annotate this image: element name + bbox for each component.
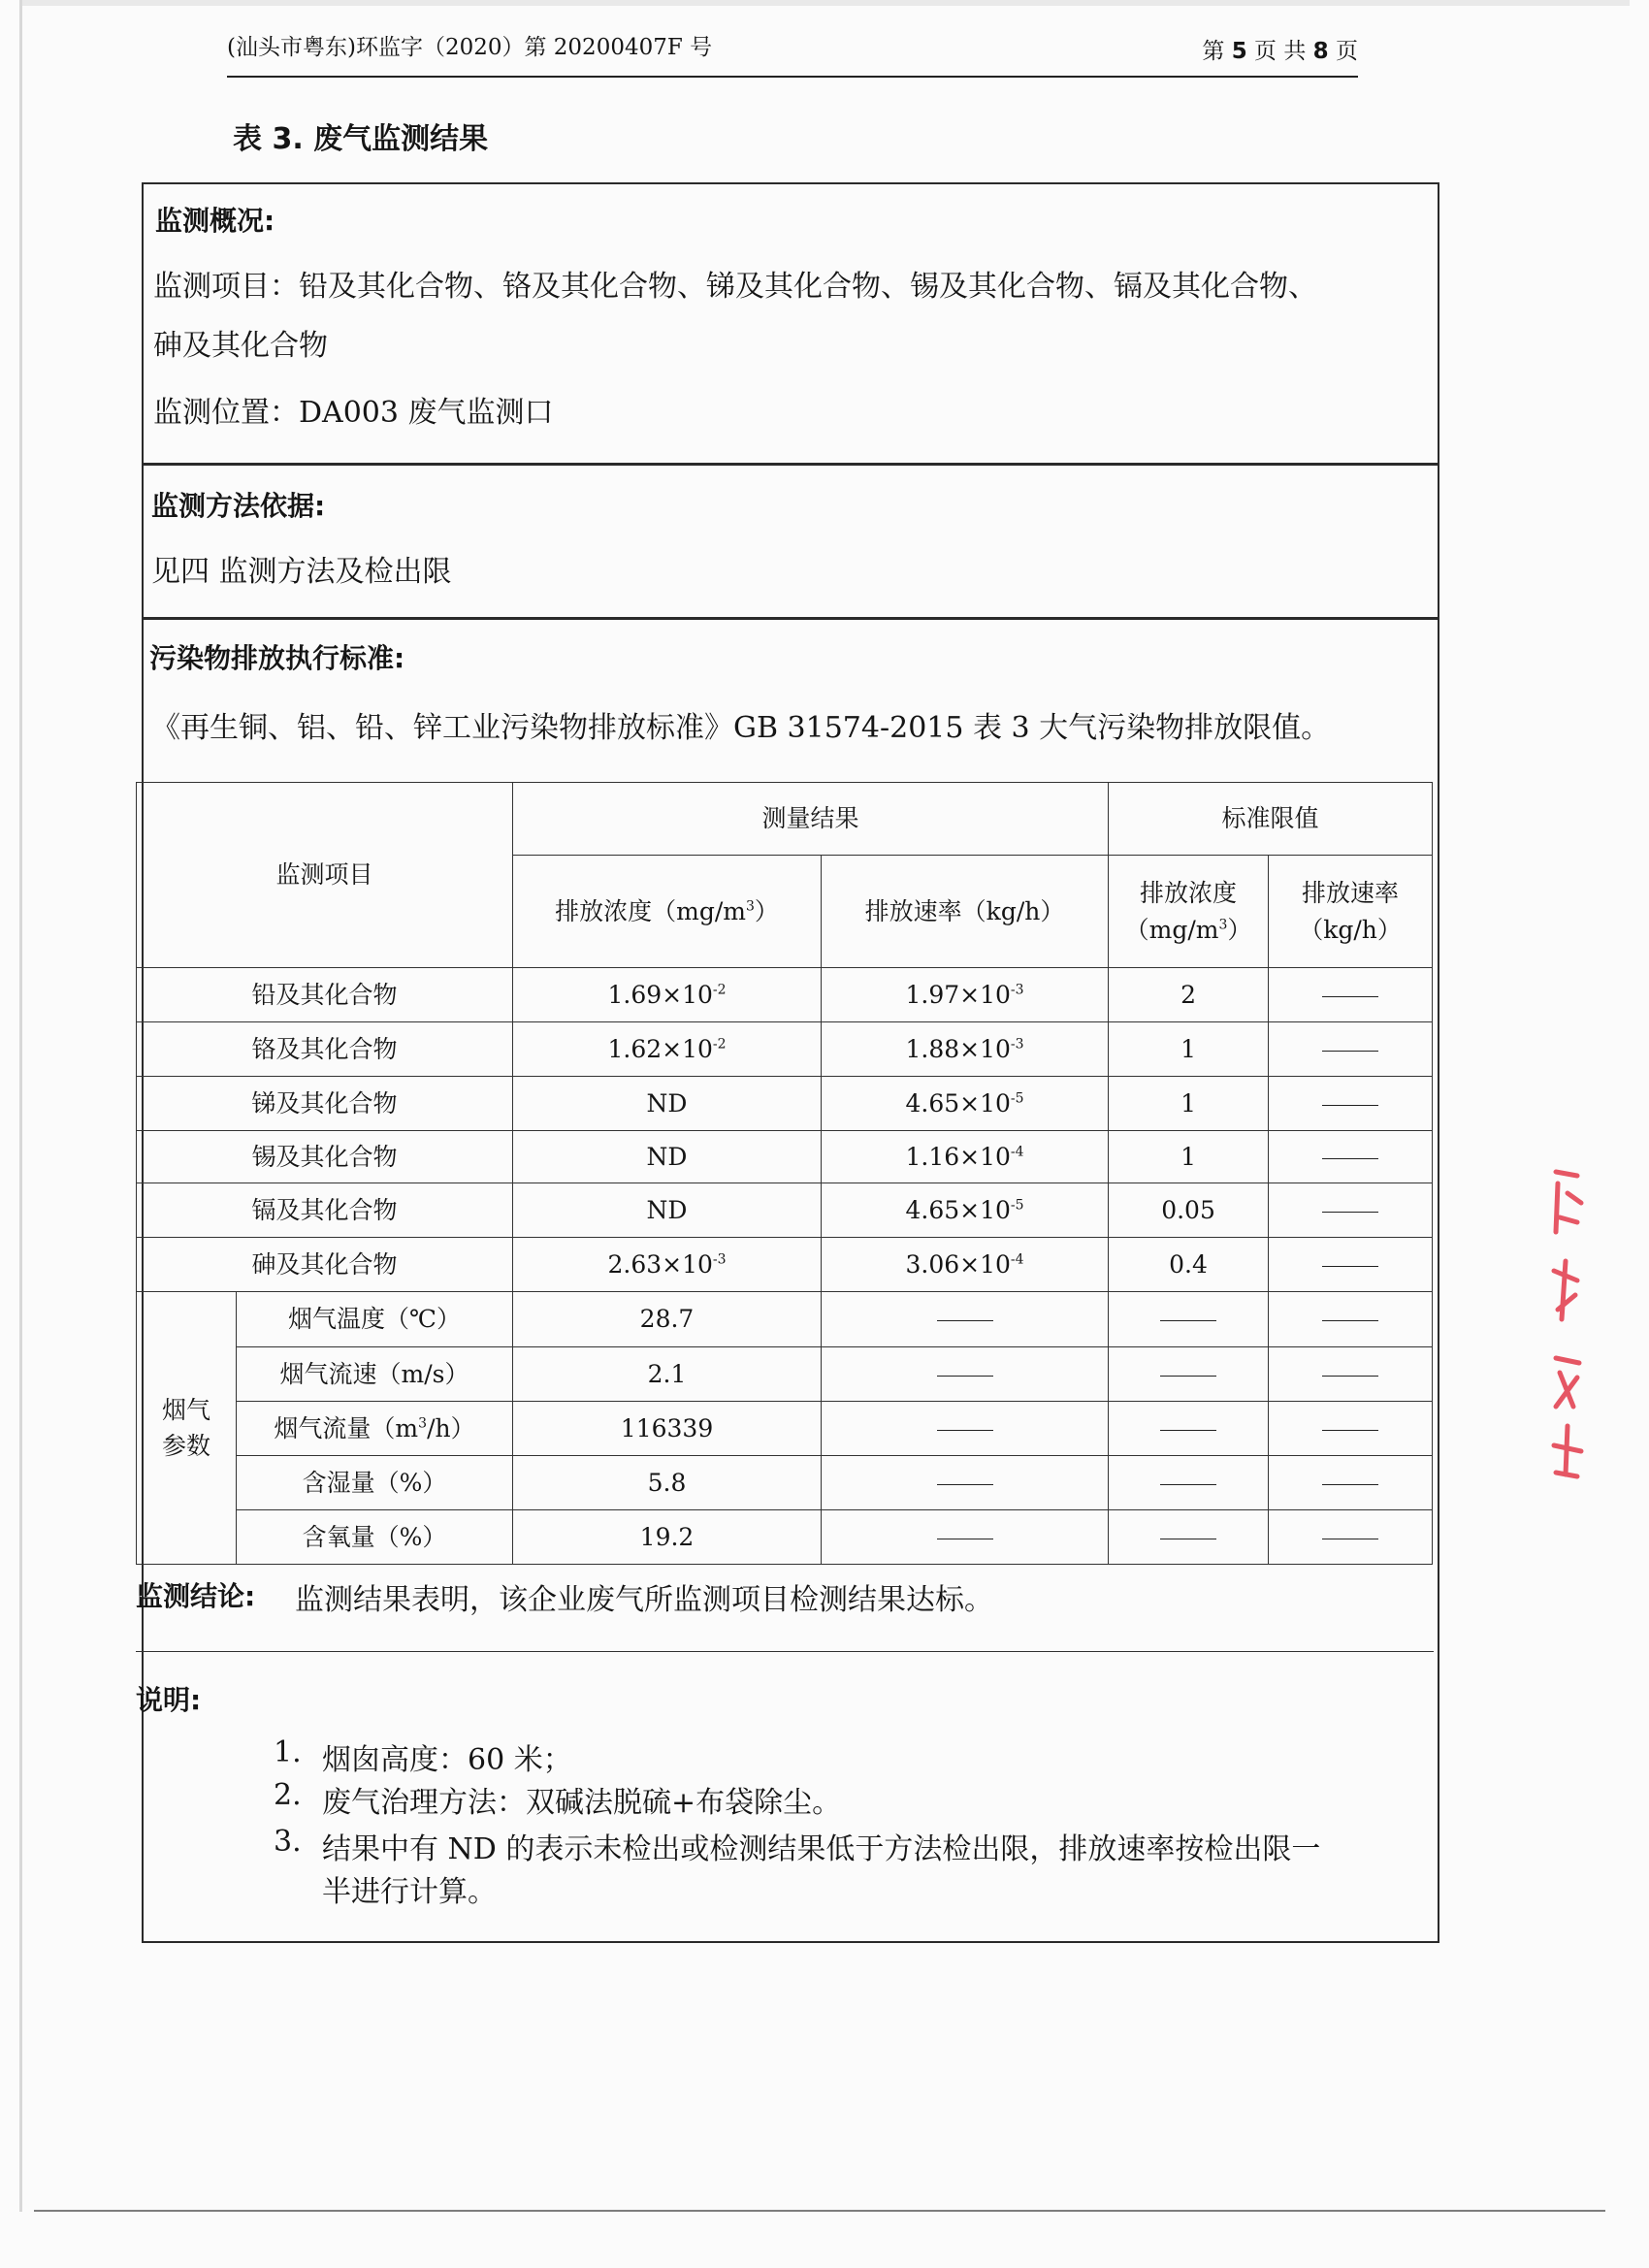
standard-text: 《再生铜、铝、铅、锌工业污染物排放标准》GB 31574-2015 表 3 大气污染物排放限值。 xyxy=(151,711,1331,745)
method-section xyxy=(142,464,1439,619)
conclusion-text: 监测结果表明，该企业废气所监测项目检测结果达标。 xyxy=(295,1583,993,1617)
table-title: 表 3. 废气监测结果 xyxy=(233,122,489,156)
emission-results-table xyxy=(136,782,1433,1565)
table-row: 烟气 参数 烟气温度（℃） 28.7 xyxy=(137,1292,1433,1347)
column-header-rate: 排放速率（kg/h） xyxy=(822,856,1109,968)
monitoring-items: 监测项目：铅及其化合物、铬及其化合物、锑及其化合物、锡及其化合物、镉及其化合物、 xyxy=(153,270,1317,304)
note-text: 烟囱高度：60 米； xyxy=(322,1743,572,1777)
divider xyxy=(136,1651,1434,1652)
notes-heading: 说明: xyxy=(136,1684,202,1716)
note-number: 3. xyxy=(274,1825,302,1859)
note-text-cont: 半进行计算。 xyxy=(322,1875,497,1909)
conclusion-label: 监测结论: xyxy=(136,1580,256,1612)
standard-heading: 污染物排放执行标准: xyxy=(149,642,405,674)
table-row: 锑及其化合物 ND $4.65\times 10^{-5}$ 1 xyxy=(137,1077,1433,1131)
table-row: 铬及其化合物 $1.62\times 10^{-2}$ $1.88\times 10^{-3}$ 1 xyxy=(137,1022,1433,1077)
note-number: 2. xyxy=(274,1778,302,1812)
table-row: 铅及其化合物 $1.69\times 10^{-2}$ $1.97\times 10^{-3}$ 2 xyxy=(137,968,1433,1022)
scan-edge xyxy=(19,0,1630,6)
table-row: 砷及其化合物 $2.63\times 10^{-3}$ $3.06\times 10^{-4}$ 0.4 xyxy=(137,1238,1433,1292)
seal-stamp-icon xyxy=(1548,1164,1587,1484)
table-row: 含氧量（%） 19.2 xyxy=(137,1510,1433,1565)
monitoring-location: 监测位置：DA003 废气监测口 xyxy=(153,396,554,430)
note-text: 结果中有 ND 的表示未检出或检测结果低于方法检出限，排放速率按检出限一 xyxy=(322,1832,1321,1866)
overview-heading: 监测概况: xyxy=(155,205,275,237)
column-header-item: 监测项目 xyxy=(137,783,513,968)
note-number: 1. xyxy=(274,1735,302,1769)
monitoring-items-cont: 砷及其化合物 xyxy=(153,329,328,363)
scan-edge xyxy=(34,2210,1605,2212)
flue-gas-group-label: 烟气 参数 xyxy=(137,1292,237,1565)
table-row: 烟气流速（m/s） 2.1 xyxy=(137,1347,1433,1402)
page-header xyxy=(227,29,1358,78)
column-header-limit-rate: 排放速率 （kg/h） xyxy=(1269,856,1433,968)
method-heading: 监测方法依据: xyxy=(151,490,326,522)
column-header-limit-concentration: 排放浓度 $(mg/m^3)$ xyxy=(1109,856,1269,968)
table-row: 含湿量（%） 5.8 xyxy=(137,1456,1433,1510)
document-number: (汕头市粤东)环监字（2020）第 20200407F 号 xyxy=(227,35,713,60)
table-row: 锡及其化合物 ND $1.16\times 10^{-4}$ 1 xyxy=(137,1131,1433,1183)
page-number: 5 xyxy=(1231,39,1247,64)
table-row: 烟气流量$(m^3/h)$ 116339 xyxy=(137,1402,1433,1456)
page-total: 8 xyxy=(1312,39,1329,64)
column-group-limit: 标准限值 xyxy=(1109,783,1433,856)
method-text: 见四 监测方法及检出限 xyxy=(151,555,452,589)
table-row: 镉及其化合物 ND $4.65\times 10^{-5}$ 0.05 xyxy=(137,1183,1433,1238)
column-header-concentration: 排放浓度$(mg/m^3)$ xyxy=(513,856,822,968)
scan-edge xyxy=(19,0,22,2212)
overview-section xyxy=(142,182,1439,465)
page-indicator: 第 5 页 共 8 页 xyxy=(1202,39,1358,64)
column-group-measure: 测量结果 xyxy=(513,783,1109,856)
note-text: 废气治理方法：双碱法脱硫+布袋除尘。 xyxy=(322,1786,842,1820)
